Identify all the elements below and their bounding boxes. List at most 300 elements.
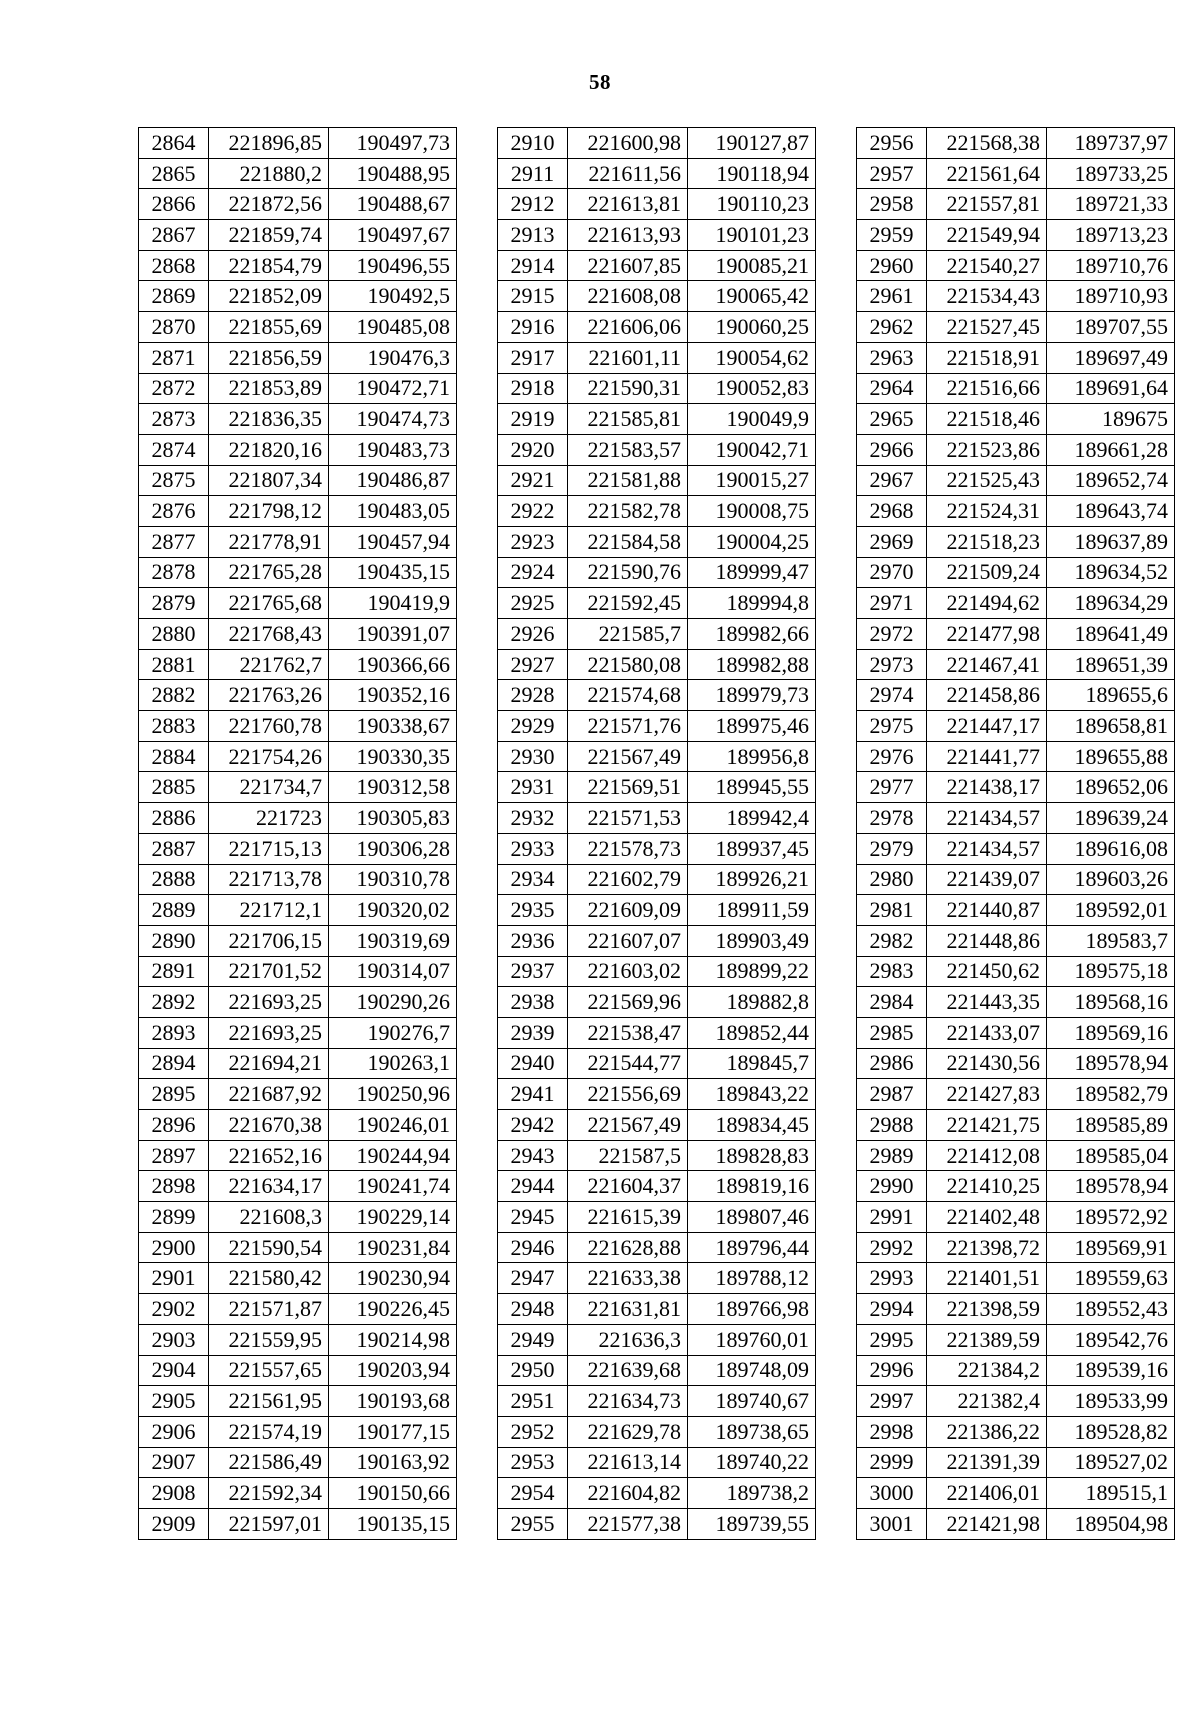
point-number-cell: 2905 xyxy=(139,1386,209,1417)
x-coordinate-cell: 221628,88 xyxy=(568,1232,688,1263)
x-coordinate-cell: 221477,98 xyxy=(927,619,1047,650)
point-number-cell: 2879 xyxy=(139,588,209,619)
point-number-cell: 2971 xyxy=(857,588,927,619)
x-coordinate-cell: 221713,78 xyxy=(209,864,329,895)
point-number-cell: 2864 xyxy=(139,128,209,159)
point-number-cell: 2876 xyxy=(139,496,209,527)
table-row xyxy=(498,895,816,926)
table-row xyxy=(139,158,457,189)
table-row xyxy=(857,128,1175,159)
point-number-cell: 2881 xyxy=(139,649,209,680)
point-number-cell: 2875 xyxy=(139,465,209,496)
x-coordinate-cell: 221434,57 xyxy=(927,833,1047,864)
point-number-cell: 2897 xyxy=(139,1140,209,1171)
x-coordinate-cell: 221734,7 xyxy=(209,772,329,803)
table-row xyxy=(857,250,1175,281)
y-coordinate-cell: 189788,12 xyxy=(688,1263,816,1294)
y-coordinate-cell: 189527,02 xyxy=(1047,1447,1175,1478)
point-number-cell: 2926 xyxy=(498,619,568,650)
x-coordinate-cell: 221540,27 xyxy=(927,250,1047,281)
y-coordinate-cell: 189658,81 xyxy=(1047,711,1175,742)
x-coordinate-cell: 221569,96 xyxy=(568,987,688,1018)
x-coordinate-cell: 221440,87 xyxy=(927,895,1047,926)
y-coordinate-cell: 189828,83 xyxy=(688,1140,816,1171)
y-coordinate-cell: 190214,98 xyxy=(329,1324,457,1355)
x-coordinate-cell: 221701,52 xyxy=(209,956,329,987)
table-row xyxy=(498,220,816,251)
x-coordinate-cell: 221398,59 xyxy=(927,1294,1047,1325)
x-coordinate-cell: 221433,07 xyxy=(927,1017,1047,1048)
y-coordinate-cell: 190435,15 xyxy=(329,557,457,588)
point-number-cell: 2989 xyxy=(857,1140,927,1171)
y-coordinate-cell: 190241,74 xyxy=(329,1171,457,1202)
table-row xyxy=(498,619,816,650)
point-number-cell: 2951 xyxy=(498,1386,568,1417)
point-number-cell: 2880 xyxy=(139,619,209,650)
x-coordinate-cell: 221807,34 xyxy=(209,465,329,496)
y-coordinate-cell: 190193,68 xyxy=(329,1386,457,1417)
x-coordinate-cell: 221765,28 xyxy=(209,557,329,588)
table-row xyxy=(498,373,816,404)
point-number-cell: 2992 xyxy=(857,1232,927,1263)
table-row xyxy=(857,833,1175,864)
table-row xyxy=(857,434,1175,465)
table-row xyxy=(498,1017,816,1048)
point-number-cell: 2936 xyxy=(498,925,568,956)
y-coordinate-cell: 189740,67 xyxy=(688,1386,816,1417)
table-row xyxy=(139,1386,457,1417)
x-coordinate-cell: 221402,48 xyxy=(927,1202,1047,1233)
x-coordinate-cell: 221389,59 xyxy=(927,1324,1047,1355)
table-row xyxy=(498,1110,816,1141)
x-coordinate-cell: 221694,21 xyxy=(209,1048,329,1079)
point-number-cell: 2945 xyxy=(498,1202,568,1233)
x-coordinate-cell: 221590,76 xyxy=(568,557,688,588)
x-coordinate-cell: 221518,23 xyxy=(927,526,1047,557)
x-coordinate-cell: 221578,73 xyxy=(568,833,688,864)
x-coordinate-cell: 221603,02 xyxy=(568,956,688,987)
x-coordinate-cell: 221571,87 xyxy=(209,1294,329,1325)
point-number-cell: 2896 xyxy=(139,1110,209,1141)
table-row xyxy=(857,895,1175,926)
table-row xyxy=(857,496,1175,527)
y-coordinate-cell: 190203,94 xyxy=(329,1355,457,1386)
table-row xyxy=(139,1324,457,1355)
y-coordinate-cell: 190230,94 xyxy=(329,1263,457,1294)
x-coordinate-cell: 221398,72 xyxy=(927,1232,1047,1263)
point-number-cell: 2942 xyxy=(498,1110,568,1141)
table-row xyxy=(857,987,1175,1018)
table-row xyxy=(498,680,816,711)
y-coordinate-cell: 190015,27 xyxy=(688,465,816,496)
y-coordinate-cell: 190338,67 xyxy=(329,711,457,742)
y-coordinate-cell: 189982,66 xyxy=(688,619,816,650)
x-coordinate-cell: 221872,56 xyxy=(209,189,329,220)
x-coordinate-cell: 221604,82 xyxy=(568,1478,688,1509)
x-coordinate-cell: 221571,76 xyxy=(568,711,688,742)
x-coordinate-cell: 221754,26 xyxy=(209,741,329,772)
table-row xyxy=(139,649,457,680)
x-coordinate-cell: 221583,57 xyxy=(568,434,688,465)
table-row xyxy=(857,1017,1175,1048)
point-number-cell: 2980 xyxy=(857,864,927,895)
y-coordinate-cell: 189582,79 xyxy=(1047,1079,1175,1110)
table-row xyxy=(857,404,1175,435)
table-row xyxy=(498,1447,816,1478)
x-coordinate-cell: 221634,73 xyxy=(568,1386,688,1417)
y-coordinate-cell: 190472,71 xyxy=(329,373,457,404)
y-coordinate-cell: 190488,67 xyxy=(329,189,457,220)
y-coordinate-cell: 189559,63 xyxy=(1047,1263,1175,1294)
point-number-cell: 2902 xyxy=(139,1294,209,1325)
table-row xyxy=(857,1324,1175,1355)
x-coordinate-cell: 221855,69 xyxy=(209,312,329,343)
point-number-cell: 2890 xyxy=(139,925,209,956)
y-coordinate-cell: 189652,74 xyxy=(1047,465,1175,496)
x-coordinate-cell: 221523,86 xyxy=(927,434,1047,465)
table-row xyxy=(857,557,1175,588)
table-row xyxy=(139,465,457,496)
point-number-cell: 2935 xyxy=(498,895,568,926)
table-row xyxy=(498,312,816,343)
point-number-cell: 2995 xyxy=(857,1324,927,1355)
table-row xyxy=(498,588,816,619)
table-row xyxy=(498,956,816,987)
table-row xyxy=(857,588,1175,619)
table-row xyxy=(857,1171,1175,1202)
table-row xyxy=(139,434,457,465)
table-row xyxy=(139,1079,457,1110)
table-row xyxy=(857,956,1175,987)
y-coordinate-cell: 189760,01 xyxy=(688,1324,816,1355)
y-coordinate-cell: 190366,66 xyxy=(329,649,457,680)
table-row xyxy=(139,1140,457,1171)
x-coordinate-cell: 221567,49 xyxy=(568,1110,688,1141)
table-row xyxy=(857,1140,1175,1171)
x-coordinate-cell: 221634,17 xyxy=(209,1171,329,1202)
table-row xyxy=(498,128,816,159)
x-coordinate-cell: 221574,68 xyxy=(568,680,688,711)
point-number-cell: 2985 xyxy=(857,1017,927,1048)
x-coordinate-cell: 221613,93 xyxy=(568,220,688,251)
point-number-cell: 2961 xyxy=(857,281,927,312)
x-coordinate-cell: 221527,45 xyxy=(927,312,1047,343)
x-coordinate-cell: 221574,19 xyxy=(209,1416,329,1447)
point-number-cell: 2889 xyxy=(139,895,209,926)
point-number-cell: 2873 xyxy=(139,404,209,435)
x-coordinate-cell: 221853,89 xyxy=(209,373,329,404)
table-row xyxy=(139,281,457,312)
table-row xyxy=(857,465,1175,496)
x-coordinate-cell: 221524,31 xyxy=(927,496,1047,527)
y-coordinate-cell: 189899,22 xyxy=(688,956,816,987)
y-coordinate-cell: 189710,93 xyxy=(1047,281,1175,312)
y-coordinate-cell: 189568,16 xyxy=(1047,987,1175,1018)
y-coordinate-cell: 190054,62 xyxy=(688,342,816,373)
point-number-cell: 2972 xyxy=(857,619,927,650)
table-row xyxy=(857,158,1175,189)
point-number-cell: 2891 xyxy=(139,956,209,987)
table-row xyxy=(139,833,457,864)
point-number-cell: 2868 xyxy=(139,250,209,281)
point-number-cell: 2900 xyxy=(139,1232,209,1263)
point-number-cell: 2983 xyxy=(857,956,927,987)
y-coordinate-cell: 189999,47 xyxy=(688,557,816,588)
y-coordinate-cell: 189655,6 xyxy=(1047,680,1175,711)
table-row xyxy=(498,158,816,189)
y-coordinate-cell: 189994,8 xyxy=(688,588,816,619)
table-row xyxy=(498,833,816,864)
point-number-cell: 2913 xyxy=(498,220,568,251)
y-coordinate-cell: 190330,35 xyxy=(329,741,457,772)
x-coordinate-cell: 221607,85 xyxy=(568,250,688,281)
y-coordinate-cell: 189575,18 xyxy=(1047,956,1175,987)
point-number-cell: 2911 xyxy=(498,158,568,189)
point-number-cell: 2986 xyxy=(857,1048,927,1079)
table-row xyxy=(857,1048,1175,1079)
point-number-cell: 2976 xyxy=(857,741,927,772)
x-coordinate-cell: 221391,39 xyxy=(927,1447,1047,1478)
y-coordinate-cell: 189766,98 xyxy=(688,1294,816,1325)
x-coordinate-cell: 221606,06 xyxy=(568,312,688,343)
y-coordinate-cell: 189713,23 xyxy=(1047,220,1175,251)
y-coordinate-cell: 189737,97 xyxy=(1047,128,1175,159)
x-coordinate-cell: 221406,01 xyxy=(927,1478,1047,1509)
x-coordinate-cell: 221580,42 xyxy=(209,1263,329,1294)
point-number-cell: 2950 xyxy=(498,1355,568,1386)
point-number-cell: 2975 xyxy=(857,711,927,742)
x-coordinate-cell: 221386,22 xyxy=(927,1416,1047,1447)
table-row xyxy=(498,1386,816,1417)
point-number-cell: 2941 xyxy=(498,1079,568,1110)
point-number-cell: 2956 xyxy=(857,128,927,159)
y-coordinate-cell: 189721,33 xyxy=(1047,189,1175,220)
table-row xyxy=(498,465,816,496)
y-coordinate-cell: 190391,07 xyxy=(329,619,457,650)
point-number-cell: 2874 xyxy=(139,434,209,465)
point-number-cell: 2946 xyxy=(498,1232,568,1263)
x-coordinate-cell: 221549,94 xyxy=(927,220,1047,251)
point-number-cell: 2918 xyxy=(498,373,568,404)
table-row xyxy=(857,312,1175,343)
y-coordinate-cell: 190483,05 xyxy=(329,496,457,527)
point-number-cell: 2949 xyxy=(498,1324,568,1355)
y-coordinate-cell: 190319,69 xyxy=(329,925,457,956)
y-coordinate-cell: 189834,45 xyxy=(688,1110,816,1141)
y-coordinate-cell: 190231,84 xyxy=(329,1232,457,1263)
table-row xyxy=(139,588,457,619)
x-coordinate-cell: 221580,08 xyxy=(568,649,688,680)
table-row xyxy=(498,189,816,220)
point-number-cell: 2903 xyxy=(139,1324,209,1355)
x-coordinate-cell: 221607,07 xyxy=(568,925,688,956)
table-row xyxy=(857,711,1175,742)
table-row xyxy=(857,1110,1175,1141)
table-row xyxy=(498,803,816,834)
x-coordinate-cell: 221820,16 xyxy=(209,434,329,465)
table-row xyxy=(139,1232,457,1263)
table-row xyxy=(498,1263,816,1294)
table-row xyxy=(857,864,1175,895)
x-coordinate-cell: 221608,08 xyxy=(568,281,688,312)
point-number-cell: 2906 xyxy=(139,1416,209,1447)
y-coordinate-cell: 189634,52 xyxy=(1047,557,1175,588)
point-number-cell: 2919 xyxy=(498,404,568,435)
point-number-cell: 2914 xyxy=(498,250,568,281)
x-coordinate-cell: 221585,7 xyxy=(568,619,688,650)
table-row xyxy=(857,281,1175,312)
point-number-cell: 2888 xyxy=(139,864,209,895)
point-number-cell: 2957 xyxy=(857,158,927,189)
table-row xyxy=(139,741,457,772)
point-number-cell: 2904 xyxy=(139,1355,209,1386)
x-coordinate-cell: 221706,15 xyxy=(209,925,329,956)
table-row xyxy=(857,1355,1175,1386)
point-number-cell: 2901 xyxy=(139,1263,209,1294)
table-row xyxy=(498,1140,816,1171)
y-coordinate-cell: 189738,65 xyxy=(688,1416,816,1447)
x-coordinate-cell: 221859,74 xyxy=(209,220,329,251)
x-coordinate-cell: 221518,91 xyxy=(927,342,1047,373)
y-coordinate-cell: 190065,42 xyxy=(688,281,816,312)
point-number-cell: 2960 xyxy=(857,250,927,281)
x-coordinate-cell: 221412,08 xyxy=(927,1140,1047,1171)
table-row xyxy=(139,1447,457,1478)
y-coordinate-cell: 190305,83 xyxy=(329,803,457,834)
x-coordinate-cell: 221608,3 xyxy=(209,1202,329,1233)
x-coordinate-cell: 221382,4 xyxy=(927,1386,1047,1417)
y-coordinate-cell: 189639,24 xyxy=(1047,803,1175,834)
table-row xyxy=(139,526,457,557)
y-coordinate-cell: 189911,59 xyxy=(688,895,816,926)
table-row xyxy=(139,404,457,435)
point-number-cell: 2898 xyxy=(139,1171,209,1202)
y-coordinate-cell: 189843,22 xyxy=(688,1079,816,1110)
x-coordinate-cell: 221856,59 xyxy=(209,342,329,373)
x-coordinate-cell: 221569,51 xyxy=(568,772,688,803)
table-row xyxy=(139,1048,457,1079)
x-coordinate-cell: 221611,56 xyxy=(568,158,688,189)
table-row xyxy=(139,864,457,895)
y-coordinate-cell: 190052,83 xyxy=(688,373,816,404)
x-coordinate-cell: 221592,34 xyxy=(209,1478,329,1509)
x-coordinate-cell: 221509,24 xyxy=(927,557,1047,588)
point-number-cell: 2978 xyxy=(857,803,927,834)
y-coordinate-cell: 190306,28 xyxy=(329,833,457,864)
point-number-cell: 2886 xyxy=(139,803,209,834)
x-coordinate-cell: 221525,43 xyxy=(927,465,1047,496)
table-row xyxy=(139,895,457,926)
table-row xyxy=(139,1294,457,1325)
x-coordinate-cell: 221438,17 xyxy=(927,772,1047,803)
point-number-cell: 2927 xyxy=(498,649,568,680)
point-number-cell: 2895 xyxy=(139,1079,209,1110)
y-coordinate-cell: 190177,15 xyxy=(329,1416,457,1447)
point-number-cell: 2931 xyxy=(498,772,568,803)
x-coordinate-cell: 221670,38 xyxy=(209,1110,329,1141)
x-coordinate-cell: 221597,01 xyxy=(209,1508,329,1539)
x-coordinate-cell: 221765,68 xyxy=(209,588,329,619)
x-coordinate-cell: 221556,69 xyxy=(568,1079,688,1110)
x-coordinate-cell: 221762,7 xyxy=(209,649,329,680)
x-coordinate-cell: 221441,77 xyxy=(927,741,1047,772)
table-row xyxy=(139,1355,457,1386)
table-row xyxy=(498,1171,816,1202)
table-row xyxy=(139,803,457,834)
x-coordinate-cell: 221421,98 xyxy=(927,1508,1047,1539)
point-number-cell: 2990 xyxy=(857,1171,927,1202)
point-number-cell: 2940 xyxy=(498,1048,568,1079)
point-number-cell: 2933 xyxy=(498,833,568,864)
table-row xyxy=(857,1508,1175,1539)
x-coordinate-cell: 221798,12 xyxy=(209,496,329,527)
x-coordinate-cell: 221538,47 xyxy=(568,1017,688,1048)
x-coordinate-cell: 221448,86 xyxy=(927,925,1047,956)
table-row xyxy=(857,1202,1175,1233)
y-coordinate-cell: 189569,16 xyxy=(1047,1017,1175,1048)
point-number-cell: 2959 xyxy=(857,220,927,251)
x-coordinate-cell: 221585,81 xyxy=(568,404,688,435)
y-coordinate-cell: 190110,23 xyxy=(688,189,816,220)
y-coordinate-cell: 190496,55 xyxy=(329,250,457,281)
table-row xyxy=(139,557,457,588)
table-row xyxy=(139,987,457,1018)
y-coordinate-cell: 189942,4 xyxy=(688,803,816,834)
table-row xyxy=(139,1171,457,1202)
y-coordinate-cell: 189583,7 xyxy=(1047,925,1175,956)
page-number: 58 xyxy=(589,70,611,94)
point-number-cell: 2965 xyxy=(857,404,927,435)
y-coordinate-cell: 189926,21 xyxy=(688,864,816,895)
x-coordinate-cell: 221410,25 xyxy=(927,1171,1047,1202)
x-coordinate-cell: 221458,86 xyxy=(927,680,1047,711)
x-coordinate-cell: 221559,95 xyxy=(209,1324,329,1355)
table-row xyxy=(139,250,457,281)
table-row xyxy=(857,342,1175,373)
x-coordinate-cell: 221609,09 xyxy=(568,895,688,926)
table-row xyxy=(498,1294,816,1325)
table-row xyxy=(498,1508,816,1539)
point-number-cell: 2878 xyxy=(139,557,209,588)
x-coordinate-cell: 221421,75 xyxy=(927,1110,1047,1141)
table-row xyxy=(498,496,816,527)
y-coordinate-cell: 189707,55 xyxy=(1047,312,1175,343)
x-coordinate-cell: 221652,16 xyxy=(209,1140,329,1171)
y-coordinate-cell: 190314,07 xyxy=(329,956,457,987)
x-coordinate-cell: 221600,98 xyxy=(568,128,688,159)
y-coordinate-cell: 189643,74 xyxy=(1047,496,1175,527)
table-row xyxy=(139,1508,457,1539)
y-coordinate-cell: 189852,44 xyxy=(688,1017,816,1048)
y-coordinate-cell: 190101,23 xyxy=(688,220,816,251)
table-row xyxy=(857,189,1175,220)
point-number-cell: 2869 xyxy=(139,281,209,312)
y-coordinate-cell: 189903,49 xyxy=(688,925,816,956)
table-row xyxy=(857,220,1175,251)
point-number-cell: 2925 xyxy=(498,588,568,619)
table-row xyxy=(139,1017,457,1048)
y-coordinate-cell: 189585,89 xyxy=(1047,1110,1175,1141)
point-number-cell: 2885 xyxy=(139,772,209,803)
table-row xyxy=(857,803,1175,834)
table-row xyxy=(139,128,457,159)
table-row xyxy=(498,557,816,588)
y-coordinate-cell: 189691,64 xyxy=(1047,373,1175,404)
point-number-cell: 2998 xyxy=(857,1416,927,1447)
y-coordinate-cell: 190486,87 xyxy=(329,465,457,496)
point-number-cell: 2912 xyxy=(498,189,568,220)
x-coordinate-cell: 221494,62 xyxy=(927,588,1047,619)
